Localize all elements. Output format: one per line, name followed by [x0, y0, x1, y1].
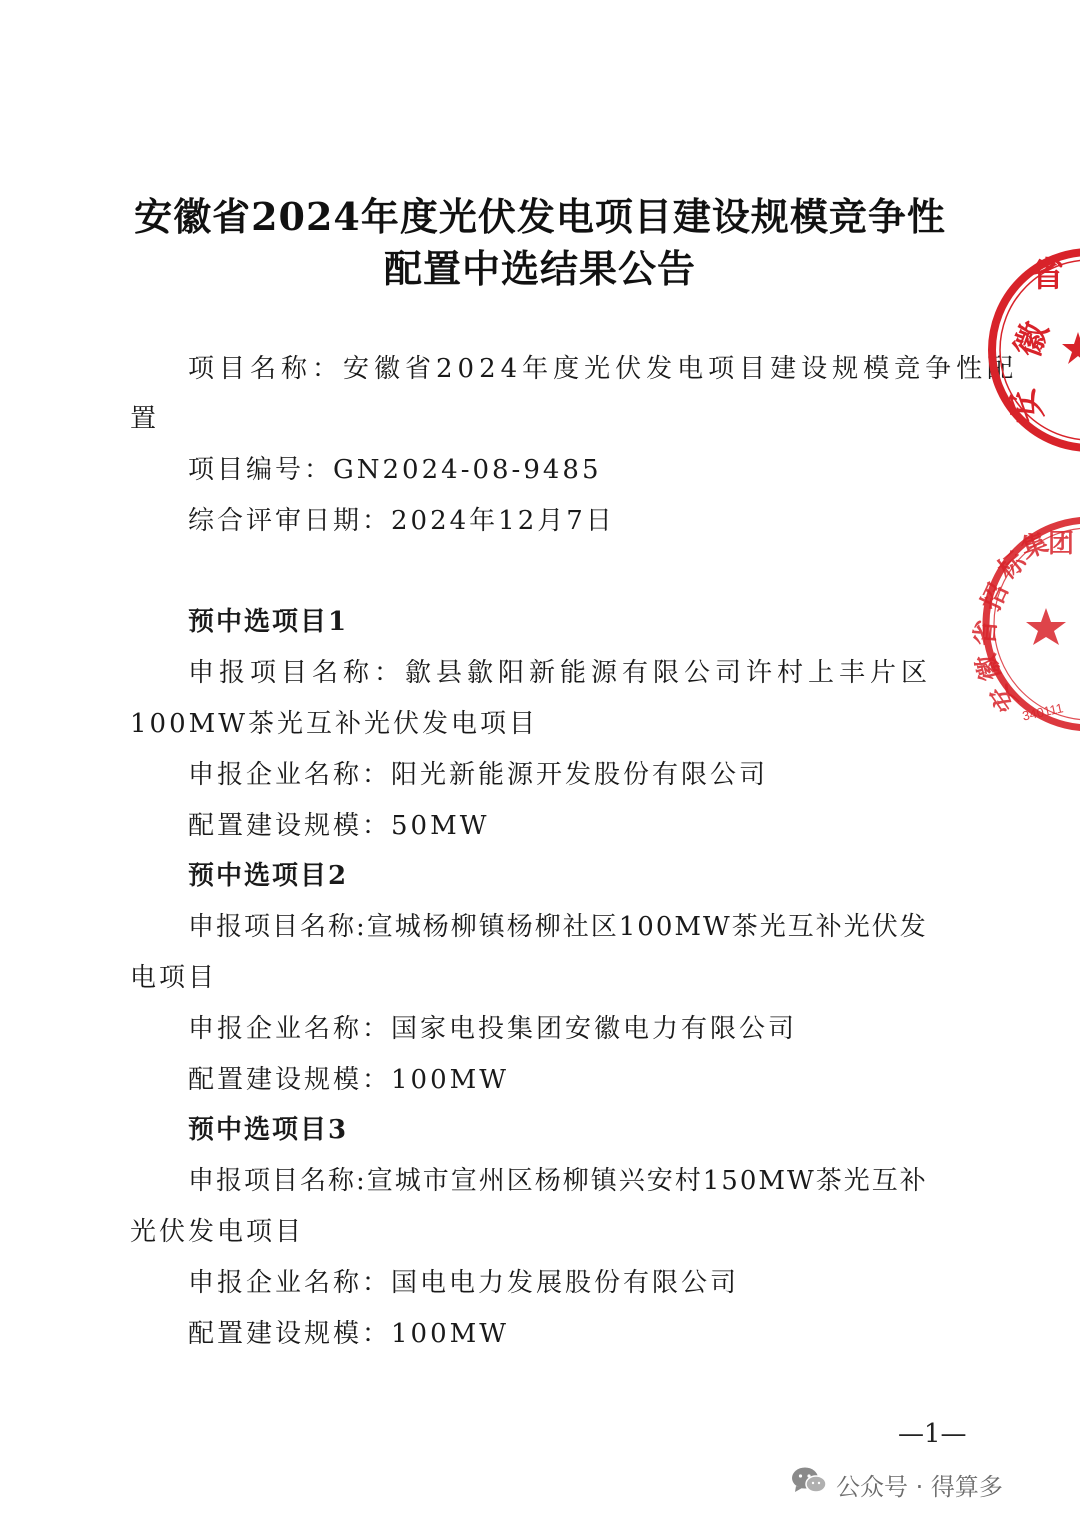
svg-text:集: 集: [1017, 527, 1052, 564]
svg-text:省: 省: [970, 618, 1002, 648]
item-heading: 预中选项目2: [188, 861, 349, 891]
item-scale: 配置建设规模：100MW: [188, 1319, 509, 1349]
item-scale: 配置建设规模：50MW: [188, 811, 490, 841]
title-line-1: 安徽省2024年度光伏发电项目建设规模竞争性: [134, 194, 946, 239]
svg-text:安: 安: [984, 678, 1024, 717]
project-name-line-cont: 置: [130, 404, 160, 434]
title-line-2: 配置中选结果公告: [383, 246, 696, 291]
review-date: 综合评审日期：2024年12月7日: [188, 506, 615, 536]
svg-text:招: 招: [976, 579, 1014, 615]
watermark-text: 公众号 · 得算多: [836, 1472, 1003, 1501]
item-company: 申报企业名称：阳光新能源开发股份有限公司: [188, 760, 769, 790]
project-number: 项目编号：GN2024-08-9485: [188, 455, 602, 485]
item-project-name: 申报项目名称：歙县歙阳新能源有限公司许村上丰片区: [188, 658, 933, 688]
page-number: —1—: [898, 1419, 967, 1449]
province-seal: [978, 240, 1080, 460]
wechat-icon: [790, 1465, 828, 1503]
svg-text:安: 安: [1003, 383, 1051, 429]
svg-text:省: 省: [1030, 257, 1064, 294]
item-heading: 预中选项目3: [188, 1115, 349, 1145]
item-company: 申报企业名称：国家电投集团安徽电力有限公司: [188, 1014, 798, 1044]
item-project-name-cont: 光伏发电项目: [130, 1217, 305, 1247]
item-scale: 配置建设规模：100MW: [188, 1065, 509, 1095]
tender-group-seal: [970, 512, 1080, 737]
item-company: 申报企业名称：国电电力发展股份有限公司: [188, 1268, 740, 1298]
svg-text:团: 团: [1048, 529, 1075, 558]
item-project-name-cont: 电项目: [130, 963, 218, 993]
star-icon: [1026, 608, 1066, 645]
svg-text:标: 标: [992, 546, 1032, 586]
svg-text:徽: 徽: [1009, 317, 1056, 363]
star-icon: [1062, 332, 1080, 364]
item-heading: 预中选项目1: [188, 607, 349, 637]
watermark: [790, 1462, 1003, 1506]
item-project-name: 申报项目名称:宣城杨柳镇杨柳社区100MW茶光互补光伏发: [188, 912, 928, 942]
svg-text:340111: 340111: [1020, 700, 1065, 724]
item-project-name-cont: 100MW茶光互补光伏发电项目: [130, 709, 538, 739]
item-project-name: 申报项目名称:宣城市宣州区杨柳镇兴安村150MW茶光互补: [188, 1166, 928, 1196]
project-name-line: 项目名称：安徽省2024年度光伏发电项目建设规模竞争性配: [188, 354, 1019, 384]
svg-text:徽: 徽: [971, 650, 1007, 684]
